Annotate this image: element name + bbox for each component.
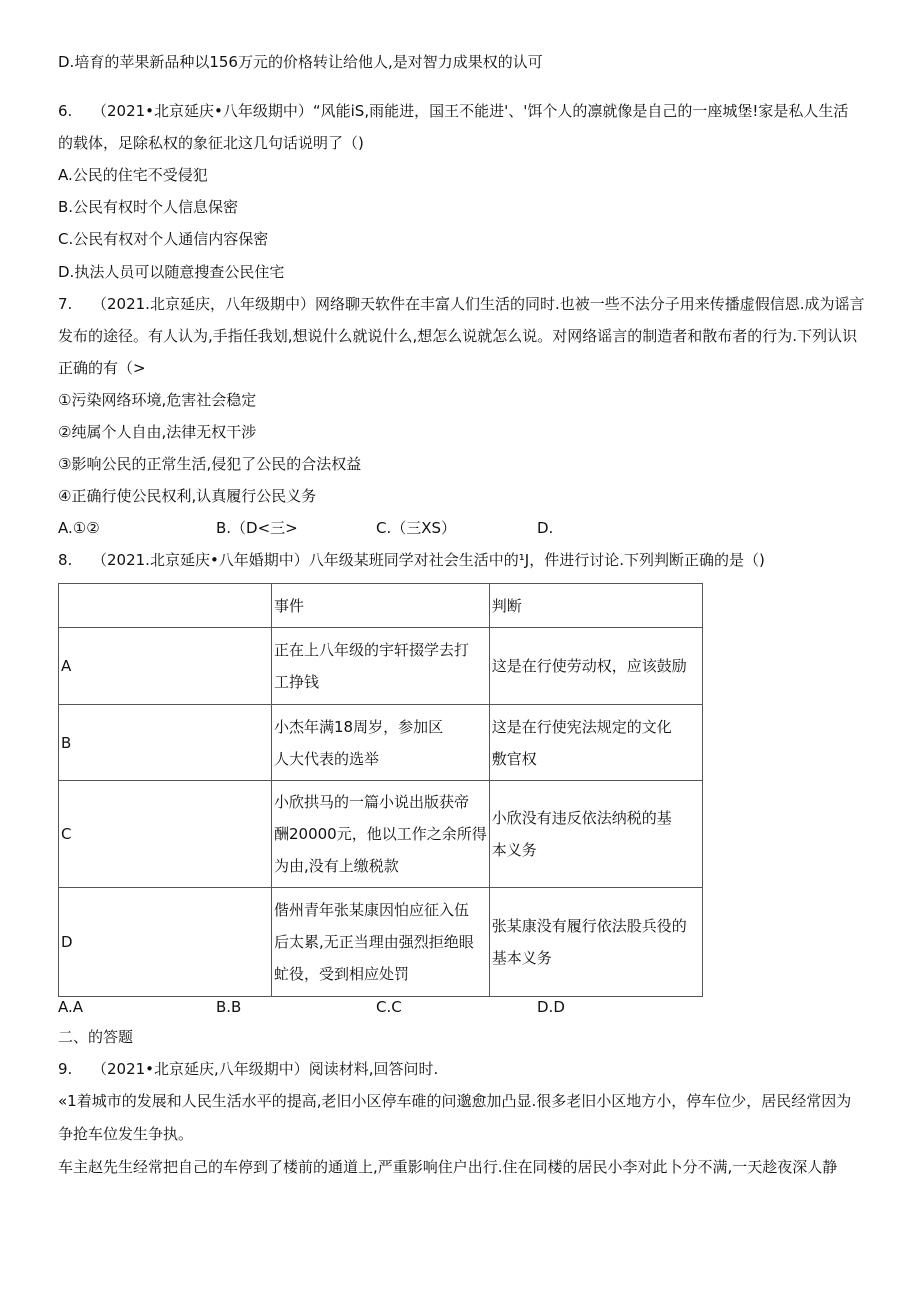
q9-stem-text: （2021•北京延庆,八年级期中）阅读材料,回答问时. (92, 1060, 439, 1078)
table-header-event: 事件 (272, 584, 490, 628)
q6-option-c: C.公民有权对个人通信内容保密 (58, 230, 269, 248)
q7-statement-4: ④正确行使公民权利,认真履行公民义务 (58, 487, 317, 505)
table-row (59, 888, 703, 997)
q8-stem-text: （2021.北京延庆•八年婚期中）八年级某班同学对社会生活中的¹J，件进行讨论.下列判断正确的是（) (92, 551, 765, 569)
q7-stem-line2: 发布的途径。有人认为,手指任我划,想说什么就说什么,想怎么说就怎么说。对网络谣言的制造者和散布者的行为.下列认识 (58, 327, 858, 345)
q7-stem-line3: 正确的有（> (58, 359, 146, 377)
event-line: 小杰年满18周岁，参加区 (274, 717, 444, 736)
event-line: 正在上八年级的宇轩掇学去打 (274, 641, 470, 659)
row-judge (489, 705, 702, 781)
q9-material-line1: «1着城市的发展和人民生活水平的提高,老旧小区停车碓的问邈愈加凸显.很多老旧小区地方小，停车位少，居民经常因为 (58, 1092, 852, 1110)
q9-material-line3: 车主赵先生经常把自己的车停到了楼前的通道上,严重影响住户出行.住在同楼的居民小李对此卜分不满,一天趁夜深人静 (58, 1158, 838, 1176)
event-line: 小欣拱马的一篇小说出版获帝 (274, 793, 470, 811)
q6-stem-line1 (58, 101, 848, 121)
q6-stem-line2: 的载体，足除私权的象征北这几句话说明了（) (58, 134, 364, 152)
event-line: 后太累,无正当理由强烈拒绝眼 (274, 933, 474, 951)
q7-statement-1: ①污染网络环境,危害社会稳定 (58, 391, 257, 409)
q7-option-c: C.（三XS） (376, 519, 457, 537)
judge-line: 这是在行使宪法规定的文化 (491, 717, 672, 736)
row-label: C (59, 781, 272, 888)
q6-option-d: D.执法人员可以随意搜查公民住宅 (58, 263, 285, 281)
q7-stem-line1 (58, 294, 864, 314)
row-label: D (59, 888, 272, 997)
table-header-cell (59, 584, 272, 628)
q7-option-d: D. (537, 519, 554, 537)
q8-event-table (58, 583, 703, 997)
event-line: 偕州青年张某康因怕应征入伍 (274, 901, 470, 919)
row-event (272, 628, 490, 705)
row-judge (489, 628, 702, 705)
table-row (59, 628, 703, 705)
row-event (272, 705, 490, 781)
row-label: A (59, 628, 272, 705)
row-event (272, 888, 490, 997)
judge-line: 这是在行使劳动权，应该鼓励 (491, 657, 687, 675)
table-header-judge: 判断 (489, 584, 702, 628)
table-row (59, 705, 703, 781)
event-line: 人大代表的选举 (274, 749, 380, 768)
q8-option-d: D.D (537, 998, 565, 1016)
q5-option-d: D.培育的苹果新品种以156万元的价格转让给他人,是对智力成果权的认可 (58, 53, 543, 71)
row-event (272, 781, 490, 888)
row-judge (489, 781, 702, 888)
q8-option-c: C.C (376, 998, 402, 1016)
q9-stem-line1 (58, 1059, 438, 1079)
q7-statement-3: ③影响公民的正常生活,侵犯了公民的合法权益 (58, 455, 362, 473)
q6-number: 6. (58, 102, 73, 120)
event-line: 工挣钱 (274, 673, 320, 691)
q9-material-line2: 争抢车位发生争执。 (58, 1125, 194, 1143)
q8-stem-line1 (58, 550, 765, 570)
q6-option-a: A.公民的住宅不受侵犯 (58, 166, 208, 184)
row-label: B (59, 705, 272, 781)
q6-option-b: B.公民有权时个人信息保密 (58, 198, 239, 216)
judge-line: 小欣没有违反依法纳税的基 (491, 809, 672, 827)
q7-number: 7. (58, 295, 73, 313)
section-heading: 二、的答题 (58, 1028, 134, 1046)
q7-stem-text: （2021.北京延庆，八年级期中）网络聊天软件在丰富人们生活的同时.也被一些不法分子用来传播虚假信恩.成为谣言 (92, 295, 865, 313)
judge-line: 敷官权 (491, 749, 537, 768)
judge-line: 张某康没有履行依法股兵役的 (491, 917, 687, 935)
q6-stem-text: （2021•北京延庆•八年级期中）“风能iS,雨能进，国王不能进'、'饵个人的凛就像是自己的一座城堡!家是私人生活 (92, 102, 849, 120)
judge-line: 基本义务 (491, 949, 552, 967)
event-line: 为由,没有上缴税款 (274, 857, 399, 875)
q8-number: 8. (58, 551, 73, 569)
q9-number: 9. (58, 1060, 73, 1078)
q7-option-b: B.（D<三> (216, 519, 298, 537)
q7-statement-2: ②纯属个人自由,法律无权干涉 (58, 423, 257, 441)
table-row (59, 781, 703, 888)
judge-line: 本义务 (491, 841, 537, 859)
q8-option-a: A.A (58, 998, 84, 1016)
row-judge (489, 888, 702, 997)
q8-option-b: B.B (216, 998, 242, 1016)
q7-option-a: A.①② (58, 519, 100, 537)
event-line: 虻役，受到相应处罚 (274, 965, 410, 983)
event-line: 酬20000元，他以工作之余所得 (274, 825, 487, 843)
table-header-row (59, 584, 703, 628)
